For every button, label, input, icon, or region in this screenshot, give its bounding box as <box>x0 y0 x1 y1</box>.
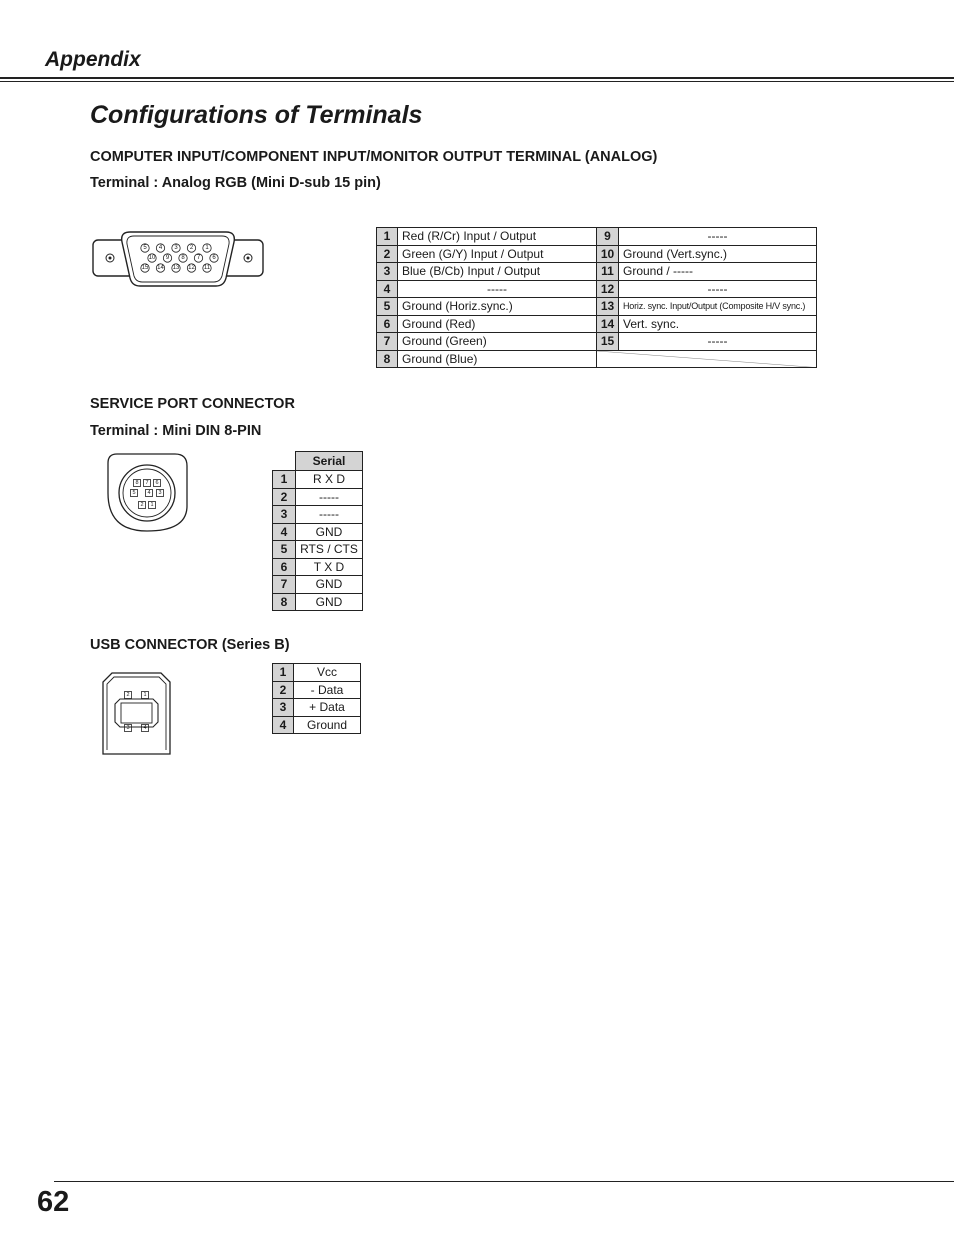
pin-description: Vert. sync. <box>619 315 817 333</box>
table-row <box>273 523 363 541</box>
pin-label: 13 <box>172 265 180 271</box>
pin-description: RTS / CTS <box>296 541 363 559</box>
pin-number: 5 <box>273 541 296 559</box>
pin-description: ----- <box>619 280 817 298</box>
pin-label: 2 <box>140 502 144 508</box>
pin-label: 6 <box>155 480 159 486</box>
pin-description: Vcc <box>294 664 361 682</box>
pin-number: 8 <box>273 593 296 611</box>
pin-number: 4 <box>273 523 296 541</box>
pin-label: 2 <box>189 245 194 251</box>
pin-label: 6 <box>212 255 216 261</box>
pin-label: 12 <box>188 265 195 271</box>
pin-description: Green (G/Y) Input / Output <box>398 245 597 263</box>
footer-rule <box>54 1181 954 1182</box>
analog-terminal-label: Terminal : Analog RGB (Mini D-sub 15 pin) <box>90 175 381 191</box>
service-terminal-label: Terminal : Mini DIN 8-PIN <box>90 423 262 439</box>
pin-label: 7 <box>145 480 149 486</box>
table-row <box>377 228 817 246</box>
pin-number: 4 <box>377 280 398 298</box>
table-row <box>377 333 817 351</box>
analog-heading: COMPUTER INPUT/COMPONENT INPUT/MONITOR OUTPUT TERMINAL (ANALOG) <box>90 149 658 165</box>
pin-number: 1 <box>273 664 294 682</box>
pin-label: 1 <box>143 692 147 698</box>
pin-label: 4 <box>158 245 163 251</box>
pin-label: 2 <box>126 692 130 698</box>
pin-label: 11 <box>203 265 211 271</box>
pin-description: GND <box>296 523 363 541</box>
table-row <box>273 558 363 576</box>
pin-number: 10 <box>597 245 619 263</box>
pin-label: 4 <box>143 725 147 731</box>
pin-number: 12 <box>597 280 619 298</box>
pin-number: 4 <box>273 716 294 734</box>
table-row <box>273 576 363 594</box>
section-title: Appendix <box>45 48 141 71</box>
table-row <box>273 699 361 717</box>
usb-pin-table <box>272 663 361 734</box>
pin-description: ----- <box>296 488 363 506</box>
analog-pin-table <box>376 227 817 368</box>
pin-description: Horiz. sync. Input/Output (Composite H/V sync.) <box>619 298 817 316</box>
table-row <box>273 716 361 734</box>
table-row <box>273 681 361 699</box>
header-rule <box>0 77 954 79</box>
page-number: 62 <box>37 1186 70 1218</box>
service-heading: SERVICE PORT CONNECTOR <box>90 396 295 412</box>
pin-label: 5 <box>143 245 147 251</box>
table-row <box>377 298 817 316</box>
pin-number: 7 <box>377 333 398 351</box>
pin-description: Ground <box>294 716 361 734</box>
pin-number: 1 <box>273 471 296 489</box>
pin-description: ----- <box>398 280 597 298</box>
pin-number: 11 <box>597 263 619 281</box>
dsub15-connector-diagram <box>90 226 266 292</box>
pin-number: 14 <box>597 315 619 333</box>
pin-description: T X D <box>296 558 363 576</box>
service-pin-table <box>272 451 363 611</box>
pin-description: GND <box>296 593 363 611</box>
table-row <box>273 541 363 559</box>
pin-label: 15 <box>141 265 149 271</box>
pin-number: 6 <box>377 315 398 333</box>
mini-din-connector-diagram <box>105 451 191 537</box>
pin-number: 3 <box>273 699 294 717</box>
pin-label: 7 <box>196 255 201 261</box>
pin-label: 1 <box>205 245 209 251</box>
pin-description: ----- <box>619 333 817 351</box>
table-row <box>273 593 363 611</box>
pin-label: 1 <box>150 502 154 508</box>
pin-description: - Data <box>294 681 361 699</box>
pin-description: ----- <box>619 228 817 246</box>
table-row <box>273 471 363 489</box>
table-row <box>273 506 363 524</box>
pin-label: 5 <box>132 490 136 496</box>
pin-label: 8 <box>181 255 185 261</box>
header-rule-thin <box>0 81 954 82</box>
pin-description: + Data <box>294 699 361 717</box>
pin-description: Ground (Green) <box>398 333 597 351</box>
pin-label: 3 <box>126 725 130 731</box>
pin-description: Ground (Red) <box>398 315 597 333</box>
usb-heading: USB CONNECTOR (Series B) <box>90 637 290 653</box>
pin-number: 2 <box>273 681 294 699</box>
pin-number: 2 <box>377 245 398 263</box>
pin-number: 3 <box>377 263 398 281</box>
usb-b-connector-diagram <box>100 670 174 758</box>
pin-number: 8 <box>377 350 398 368</box>
empty-diagonal-cell <box>597 350 817 368</box>
page-title: Configurations of Terminals <box>90 101 423 129</box>
pin-description: Blue (B/Cb) Input / Output <box>398 263 597 281</box>
pin-label: 3 <box>174 245 178 251</box>
pin-description: Ground (Vert.sync.) <box>619 245 817 263</box>
table-row <box>377 263 817 281</box>
pin-number: 13 <box>597 298 619 316</box>
serial-column-header: Serial <box>296 452 363 471</box>
pin-label: 14 <box>157 265 164 271</box>
pin-number: 3 <box>273 506 296 524</box>
pin-number: 6 <box>273 558 296 576</box>
table-row <box>377 245 817 263</box>
din-pin-group <box>131 480 164 509</box>
pin-number: 1 <box>377 228 398 246</box>
table-row <box>377 280 817 298</box>
table-row <box>377 315 817 333</box>
pin-label: 9 <box>165 255 170 261</box>
pin-label: 3 <box>158 490 162 496</box>
usb-pin-group <box>125 692 149 732</box>
empty-header-cell <box>273 452 296 471</box>
table-row <box>377 350 817 368</box>
pin-number: 5 <box>377 298 398 316</box>
pin-number: 2 <box>273 488 296 506</box>
pin-label: 10 <box>148 255 156 261</box>
pin-label: 4 <box>147 490 151 496</box>
diagonal-line <box>597 351 816 368</box>
pin-description: R X D <box>296 471 363 489</box>
pin-description: ----- <box>296 506 363 524</box>
table-row <box>273 664 361 682</box>
pin-description: GND <box>296 576 363 594</box>
pin-number: 15 <box>597 333 619 351</box>
table-row <box>273 488 363 506</box>
pin-number: 9 <box>597 228 619 246</box>
pin-description: Ground (Blue) <box>398 350 597 368</box>
pin-description: Red (R/Cr) Input / Output <box>398 228 597 246</box>
pin-description: Ground / ----- <box>619 263 817 281</box>
pin-description: Ground (Horiz.sync.) <box>398 298 597 316</box>
pin-label: 8 <box>135 480 139 486</box>
pin-number: 7 <box>273 576 296 594</box>
